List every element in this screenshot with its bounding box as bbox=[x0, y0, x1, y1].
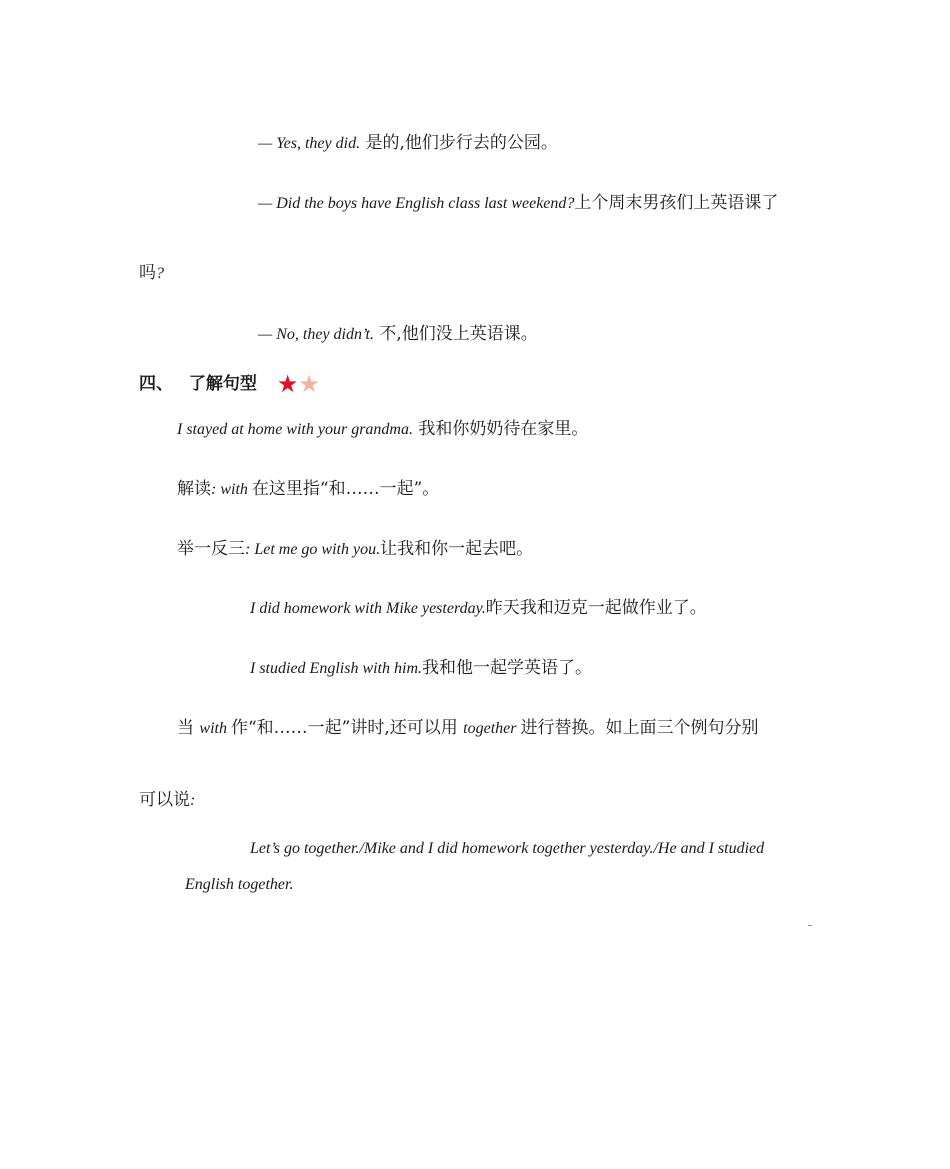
page-mark bbox=[808, 925, 812, 926]
english-text: — Did the boys have English class last weekend? bbox=[258, 195, 575, 212]
star-filled-icon: ★ bbox=[276, 370, 299, 398]
chinese-text: 举一反三 bbox=[177, 539, 245, 559]
together-examples-continuation bbox=[185, 873, 293, 896]
practice-line-1 bbox=[177, 538, 533, 561]
dialog-line-continuation bbox=[139, 262, 164, 285]
practice-line-2 bbox=[250, 597, 707, 620]
english-text: I stayed at home with your grandma. bbox=[177, 421, 413, 438]
chinese-text: 我和他一起学英语了。 bbox=[422, 658, 592, 678]
chinese-text: 我和你奶奶待在家里。 bbox=[412, 419, 589, 439]
note-line-continuation bbox=[139, 789, 195, 812]
section-number: 四、 bbox=[139, 374, 173, 394]
together-examples bbox=[250, 837, 764, 860]
dialog-line-yes-they-did bbox=[258, 132, 558, 155]
dialog-line-english-class-question bbox=[258, 192, 778, 215]
dialog-line-no-they-didnt bbox=[258, 323, 538, 346]
english-text: : bbox=[190, 792, 196, 809]
english-text: — No, they didn’t. bbox=[258, 326, 374, 343]
chinese-text: 昨天我和迈克一起做作业了。 bbox=[485, 598, 707, 618]
english-text: : with bbox=[211, 481, 252, 498]
chinese-text: 进行替换。如上面三个例句分别 bbox=[520, 718, 759, 738]
english-text: with bbox=[199, 720, 231, 737]
section-title: 了解句型 bbox=[188, 374, 257, 394]
star-pale-icon: ★ bbox=[298, 370, 320, 398]
chinese-text: 让我和你一起去吧。 bbox=[380, 539, 534, 559]
chinese-text: 当 bbox=[177, 718, 200, 738]
english-text: English together. bbox=[185, 876, 294, 893]
english-text: I studied English with him. bbox=[250, 660, 422, 677]
chinese-text: 上个周末男孩们上英语课了 bbox=[574, 193, 779, 213]
practice-line-3 bbox=[250, 657, 592, 680]
example-sentence-main bbox=[177, 418, 588, 441]
difficulty-rating bbox=[276, 370, 320, 398]
chinese-text: 是的,他们步行去的公园。 bbox=[360, 133, 558, 153]
english-text: I did homework with Mike yesterday. bbox=[250, 600, 486, 617]
chinese-text: 解读 bbox=[177, 479, 211, 499]
chinese-text: 在这里指“和……一起”。 bbox=[251, 479, 440, 499]
english-text: together bbox=[463, 720, 521, 737]
english-text: ? bbox=[156, 265, 164, 282]
chinese-text: 不,他们没上英语课。 bbox=[374, 324, 538, 344]
chinese-text: 作“和……一起”讲时,还可以用 bbox=[230, 718, 464, 738]
explanation-line bbox=[177, 478, 439, 501]
note-line bbox=[177, 717, 759, 740]
english-text: Let’s go together./Mike and I did homework together yesterday./He and I studied bbox=[250, 840, 765, 857]
chinese-text: 吗 bbox=[139, 263, 156, 283]
english-text: — Yes, they did. bbox=[258, 135, 361, 152]
chinese-text: 可以说 bbox=[139, 790, 190, 810]
section-heading bbox=[139, 370, 320, 398]
english-text: : Let me go with you. bbox=[245, 541, 381, 558]
